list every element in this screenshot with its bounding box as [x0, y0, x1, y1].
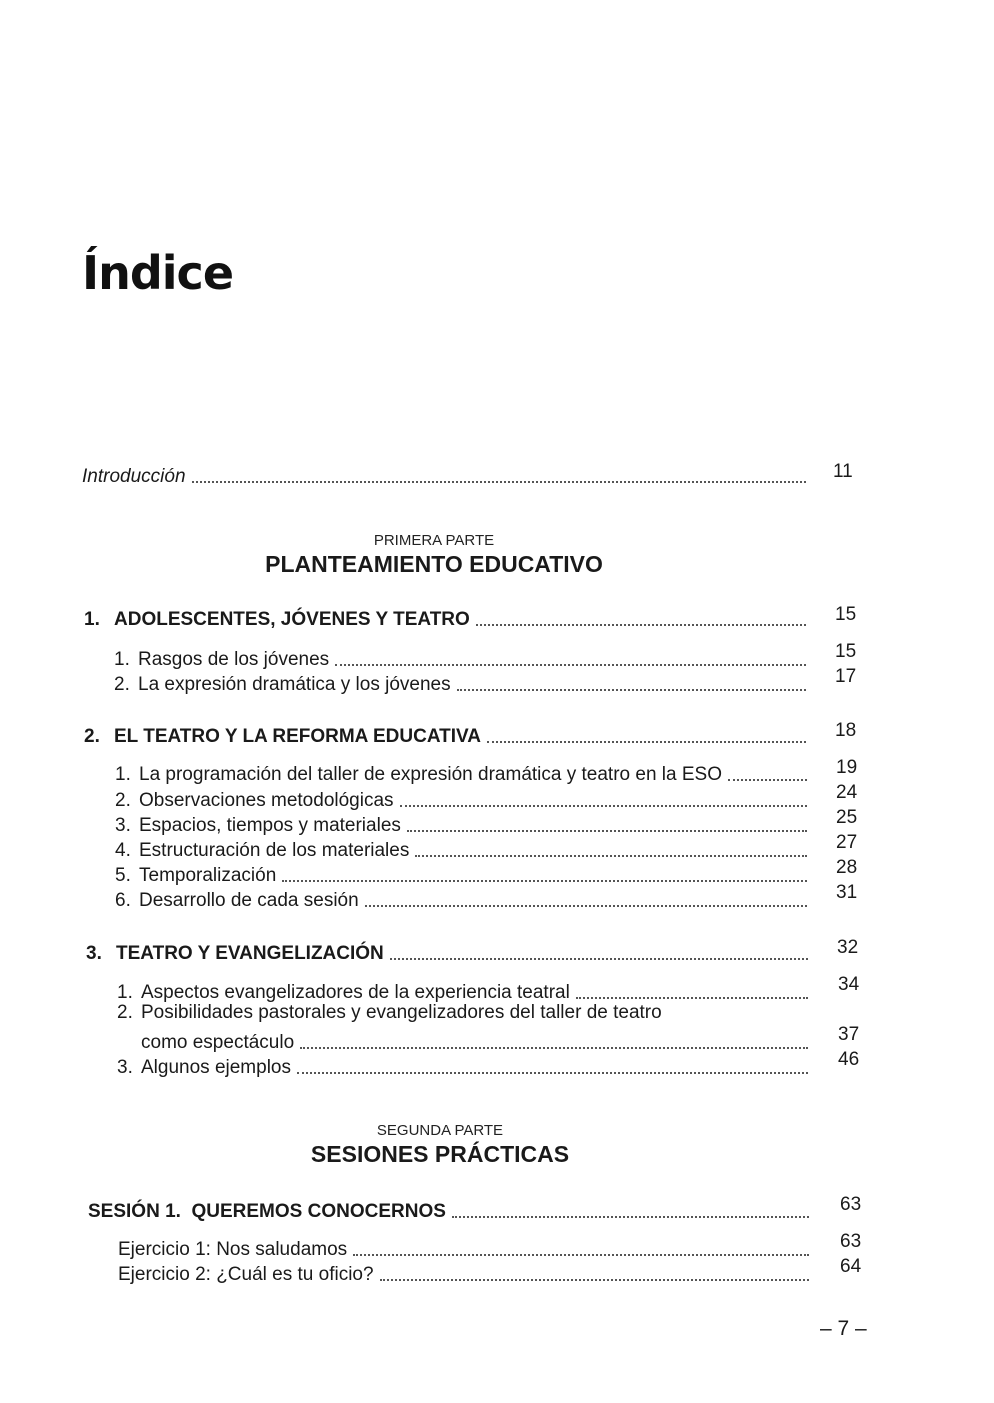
toc-item[interactable]: [115, 811, 807, 837]
toc-page-number: 31: [836, 882, 858, 903]
item-label: Posibilidades pastorales y evangelizadores del taller de teatro: [141, 1002, 662, 1023]
item-label: La programación del taller de expresión dramática y teatro en la ESO: [139, 764, 722, 785]
chapter-number: 3.: [86, 943, 102, 964]
toc-page-number: 28: [836, 857, 858, 878]
toc-item[interactable]: [118, 1260, 809, 1286]
chapter-title: ADOLESCENTES, JÓVENES Y TEATRO: [114, 609, 470, 630]
toc-chapter-1[interactable]: [84, 605, 806, 631]
toc-item[interactable]: [115, 836, 807, 862]
dot-leader: [380, 1279, 809, 1281]
dot-leader: [297, 1072, 808, 1074]
toc-item-multiline[interactable]: [117, 1002, 662, 1024]
toc-page-number: 34: [838, 974, 860, 995]
toc-page-number: 63: [840, 1194, 862, 1215]
toc-item[interactable]: [114, 670, 806, 696]
item-label: La expresión dramática y los jóvenes: [138, 674, 451, 695]
item-label-continuation: como espectáculo: [141, 1032, 295, 1053]
item-number: 5.: [115, 865, 131, 886]
toc-item[interactable]: [117, 1053, 808, 1079]
item-number: 1.: [114, 649, 130, 670]
item-label: Ejercicio 1: Nos saludamos: [118, 1239, 348, 1260]
dot-leader: [353, 1254, 809, 1256]
item-label: Aspectos evangelizadores de la experiencia teatral: [141, 982, 570, 1003]
dot-leader: [407, 830, 807, 832]
toc-item[interactable]: [115, 861, 807, 887]
toc-page-number: 11: [833, 461, 853, 482]
dot-leader: [728, 779, 807, 781]
item-number: 1.: [115, 764, 131, 785]
item-label: Observaciones metodológicas: [139, 790, 394, 811]
toc-page-number: 15: [835, 604, 857, 625]
dot-leader: [457, 689, 806, 691]
chapter-number: 1.: [84, 609, 100, 630]
dot-leader: [335, 664, 806, 666]
toc-page-number: 27: [836, 832, 858, 853]
toc-item[interactable]: [117, 978, 808, 1004]
item-number: 3.: [115, 815, 131, 836]
item-label: Estructuración de los materiales: [139, 840, 410, 861]
part-label: SEGUNDA PARTE: [376, 1122, 504, 1139]
page-title: Índice: [82, 246, 234, 300]
item-label: Desarrollo de cada sesión: [139, 890, 359, 911]
item-number: 2.: [114, 674, 130, 695]
item-number: 1.: [117, 982, 133, 1003]
dot-leader: [415, 855, 807, 857]
dot-leader: [365, 905, 807, 907]
toc-item[interactable]: [115, 786, 807, 812]
toc-page-number: 32: [837, 937, 859, 958]
toc-item-continuation[interactable]: [141, 1028, 808, 1054]
item-number: 4.: [115, 840, 131, 861]
item-number: 2.: [117, 1002, 133, 1023]
item-label: Ejercicio 2: ¿Cuál es tu oficio?: [118, 1264, 374, 1285]
session-title: SESIÓN 1. QUEREMOS CONOCERNOS: [88, 1201, 446, 1222]
dot-leader: [192, 481, 806, 483]
page-folio: – 7 –: [820, 1317, 867, 1340]
toc-item[interactable]: [115, 760, 807, 786]
toc-page-number: 24: [836, 782, 858, 803]
chapter-title: EL TEATRO Y LA REFORMA EDUCATIVA: [114, 726, 481, 747]
chapter-title: TEATRO Y EVANGELIZACIÓN: [116, 943, 384, 964]
dot-leader: [282, 880, 807, 882]
part-title: SESIONES PRÁCTICAS: [310, 1141, 570, 1167]
toc-page-number: 25: [836, 807, 858, 828]
toc-item[interactable]: [114, 645, 806, 671]
toc-page-number: 46: [838, 1049, 860, 1070]
toc-page-number: 19: [836, 757, 858, 778]
toc-chapter-3[interactable]: [86, 939, 808, 965]
dot-leader: [390, 958, 808, 960]
part-title: PLANTEAMIENTO EDUCATIVO: [265, 551, 603, 577]
item-number: 6.: [115, 890, 131, 911]
item-number: 3.: [117, 1057, 133, 1078]
dot-leader: [576, 997, 808, 999]
item-label: Espacios, tiempos y materiales: [139, 815, 401, 836]
toc-entry-introduction[interactable]: [82, 462, 806, 488]
item-number: 2.: [115, 790, 131, 811]
dot-leader: [300, 1047, 808, 1049]
toc-page-number: 37: [838, 1024, 860, 1045]
chapter-number: 2.: [84, 726, 100, 747]
toc-entry-label: Introducción: [82, 466, 186, 487]
toc-page-number: 17: [835, 666, 857, 687]
toc-item[interactable]: [118, 1235, 809, 1261]
item-label: Algunos ejemplos: [141, 1057, 291, 1078]
dot-leader: [452, 1216, 809, 1218]
dot-leader: [400, 805, 807, 807]
toc-page-number: 64: [840, 1256, 862, 1277]
toc-page-number: 63: [840, 1231, 862, 1252]
toc-page-number: 15: [835, 641, 857, 662]
dot-leader: [476, 624, 806, 626]
toc-item[interactable]: [115, 886, 807, 912]
item-label: Rasgos de los jóvenes: [138, 649, 330, 670]
dot-leader: [487, 741, 806, 743]
toc-page-number: 18: [835, 720, 857, 741]
toc-chapter-2[interactable]: [84, 722, 806, 748]
part-label: PRIMERA PARTE: [373, 532, 495, 549]
item-label: Temporalización: [139, 865, 277, 886]
toc-session-1[interactable]: [88, 1197, 809, 1223]
